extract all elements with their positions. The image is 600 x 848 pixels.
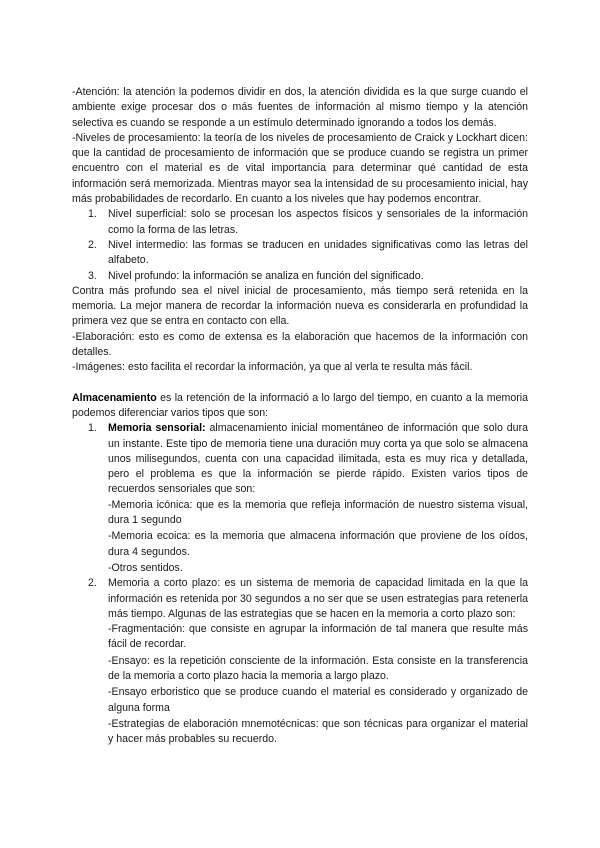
list-item — [88, 269, 528, 284]
memoria-list — [72, 421, 528, 747]
list-text: Nivel intermedio: las formas se traducen en unidades significativas como las letras del alfabeto. — [108, 238, 528, 267]
almacenamiento-term: Almacenamiento — [72, 391, 157, 404]
list-number: 1. — [88, 422, 97, 435]
list-item-memoria-corto-plazo — [88, 576, 528, 747]
sub-item: -Fragmentación: que consiste en agrupar la información de tal manera que resulte más fácil de recordar. — [108, 623, 528, 651]
almacenamiento-intro: es la retención de la informació a lo largo del tiempo, en cuanto a la memoria podemos diferenciar varios tipos que son: — [72, 391, 528, 419]
list-item — [88, 238, 528, 269]
paragraph-gap — [72, 376, 528, 391]
paragraph-elaboracion: -Elaboración: esto es como de extensa es la elaboración que hacemos de la información con detalles. — [72, 330, 528, 359]
list-text: Nivel superficial: solo se procesan los aspectos físicos y sensoriales de la información como la forma de las letras. — [108, 208, 528, 236]
paragraph-almacenamiento — [72, 391, 528, 422]
sub-item: -Memoria ecoica: es la memoria que almacena información que proviene de los oídos, dura 4 segundos. — [108, 530, 528, 558]
paragraph-atencion: -Atención: la atención la podemos dividir en dos, la atención dividida es la que surge cuando el ambiente exige procesar dos o más fuentes de información al mismo tiempo y la atención selectiva es cuando se responde a un estímulo determinado ignorando a todos los demás. — [72, 86, 528, 129]
memoria-sensorial-title: Memoria sensorial: — [108, 422, 206, 435]
list-text: Nivel profundo: la información se analiza en función del significado. — [108, 269, 424, 282]
paragraph-contra: Contra más profundo sea el nivel inicial de procesamiento, más tiempo será retenida en la memoria. La mejor manera de recordar la información nueva es considerarla en profundidad la primera vez que se entra en contacto con ella. — [72, 284, 528, 328]
sub-item: -Estrategias de elaboración mnemotécnicas: que son técnicas para organizar el material y hacer más probables su recuerdo. — [108, 717, 528, 746]
paragraph-niveles: -Niveles de procesamiento: la teoría de los niveles de procesamiento de Craick y Lockhart dicen: que la cantidad de procesamiento de información que se produce cuando se registra un primer encuentro con el material es de vital importancia para determinar qué cantidad de esta información será memorizada. Mientras mayor sea la intensidad de su procesamiento inicial, hay más probabilidades de recordarlo. En cuanto a los niveles que hay podemos encontrar. — [72, 131, 528, 206]
sub-item: -Memoria icónica: que es la memoria que refleja información de nuestro sistema visual, dura 1 segundo — [108, 498, 528, 527]
list-number: 3. — [88, 269, 97, 282]
list-item-memoria-sensorial — [88, 421, 528, 576]
list-item — [88, 207, 528, 238]
niveles-list — [72, 207, 528, 283]
sub-item: -Ensayo: es la repetición consciente de la información. Esta consiste en la transferencia de la memoria a corto plazo hacia la memoria a largo plazo. — [108, 654, 528, 682]
list-number: 2. — [88, 577, 97, 590]
sub-item: -Otros sentidos. — [108, 561, 183, 574]
list-number: 2. — [88, 238, 97, 251]
memoria-sensorial-text: almacenamiento inicial momentáneo de información que solo dura un instante. Este tipo de memoria tiene una duración muy corta ya que solo se almacena unos milisegundos, cuenta con una capacidad ilimitada, esta es muy rica y detallada, pero el problema es que la información se pierde rápido. Existen varios tipos de recuerdos sensoriales que son: — [108, 422, 528, 496]
list-number: 1. — [88, 208, 97, 221]
paragraph-imagenes: -Imágenes: esto facilita el recordar la información, ya que al verla te resulta más fácil. — [72, 361, 473, 374]
memoria-corto-plazo-text: Memoria a corto plazo: es un sistema de memoria de capacidad limitada en la que la información es retenida por 30 segundos a no ser que se usen estrategias para retenerla más tiempo. Algunas de las estrategias que se hacen en la memoria a corto plazo son: — [108, 577, 528, 620]
sub-item: -Ensayo erboristico que se produce cuando el material es considerado y organizado de alguna forma — [108, 686, 528, 714]
